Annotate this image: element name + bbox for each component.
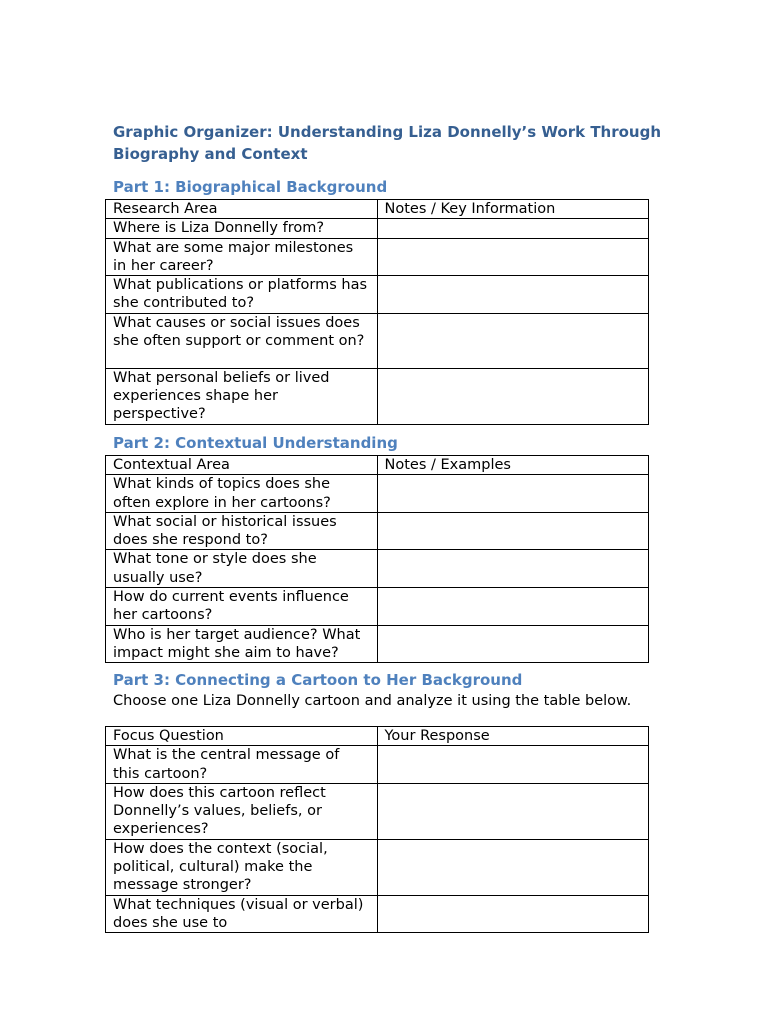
question-cell: What personal beliefs or lived experiences shape her perspective?	[106, 368, 378, 424]
answer-cell[interactable]	[377, 276, 649, 314]
table-row	[106, 746, 649, 784]
document-title: Graphic Organizer: Understanding Liza Donnelly’s Work Through Biography and Context	[113, 123, 662, 163]
part3-instructions: Choose one Liza Donnelly cartoon and analyze it using the table below.	[113, 693, 632, 709]
question-cell: What is the central message of this cartoon?	[106, 746, 378, 784]
table-row	[106, 219, 649, 238]
column-header: Contextual Area	[106, 456, 378, 475]
question-cell: What techniques (visual or verbal) does she use to	[106, 895, 378, 933]
question-cell: What social or historical issues does she respond to?	[106, 512, 378, 550]
column-header: Notes / Examples	[377, 456, 649, 475]
answer-cell[interactable]	[377, 512, 649, 550]
question-cell: What are some major milestones in her career?	[106, 238, 378, 276]
table-row	[106, 276, 649, 314]
part1-heading: Part 1: Biographical Background	[113, 178, 388, 196]
part3-table	[105, 726, 649, 933]
column-header: Focus Question	[106, 727, 378, 746]
table-header-row	[106, 200, 649, 219]
question-cell: What publications or platforms has she contributed to?	[106, 276, 378, 314]
answer-cell[interactable]	[377, 895, 649, 933]
table-row	[106, 512, 649, 550]
part2-table	[105, 455, 649, 663]
table-row	[106, 783, 649, 839]
table-row	[106, 313, 649, 368]
table-row	[106, 368, 649, 424]
answer-cell[interactable]	[377, 475, 649, 513]
table-row	[106, 625, 649, 663]
question-cell: What tone or style does she usually use?	[106, 550, 378, 588]
answer-cell[interactable]	[377, 313, 649, 368]
question-cell: How does the context (social, political, cultural) make the message stronger?	[106, 839, 378, 895]
answer-cell[interactable]	[377, 588, 649, 626]
question-cell: Who is her target audience? What impact might she aim to have?	[106, 625, 378, 663]
question-cell: Where is Liza Donnelly from?	[106, 219, 378, 238]
table-header-row	[106, 727, 649, 746]
question-cell: How does this cartoon reflect Donnelly’s values, beliefs, or experiences?	[106, 783, 378, 839]
column-header: Notes / Key Information	[377, 200, 649, 219]
answer-cell[interactable]	[377, 783, 649, 839]
part1-table	[105, 199, 649, 425]
answer-cell[interactable]	[377, 550, 649, 588]
question-cell: What kinds of topics does she often explore in her cartoons?	[106, 475, 378, 513]
part2-heading: Part 2: Contextual Understanding	[113, 434, 398, 452]
answer-cell[interactable]	[377, 238, 649, 276]
column-header: Research Area	[106, 200, 378, 219]
answer-cell[interactable]	[377, 368, 649, 424]
question-cell: How do current events influence her cartoons?	[106, 588, 378, 626]
table-row	[106, 588, 649, 626]
table-row	[106, 839, 649, 895]
part3-heading: Part 3: Connecting a Cartoon to Her Background	[113, 671, 523, 689]
question-cell: What causes or social issues does she often support or comment on?	[106, 313, 378, 368]
answer-cell[interactable]	[377, 219, 649, 238]
answer-cell[interactable]	[377, 839, 649, 895]
table-row	[106, 895, 649, 933]
table-row	[106, 475, 649, 513]
column-header: Your Response	[377, 727, 649, 746]
answer-cell[interactable]	[377, 746, 649, 784]
answer-cell[interactable]	[377, 625, 649, 663]
table-row	[106, 238, 649, 276]
table-row	[106, 550, 649, 588]
table-header-row	[106, 456, 649, 475]
